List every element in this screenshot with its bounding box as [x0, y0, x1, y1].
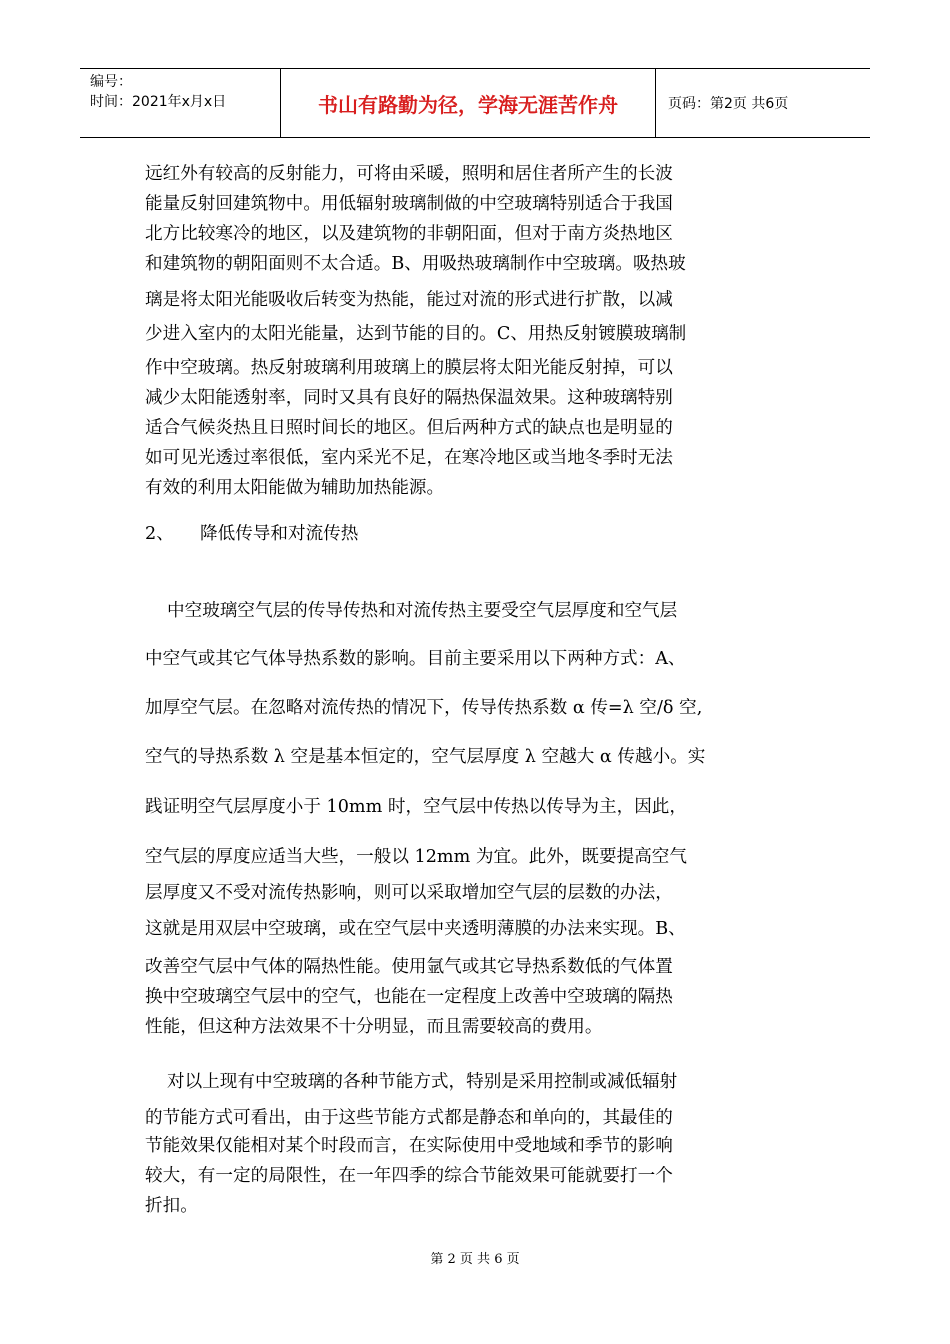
text-line: 少进入室内的太阳光能量，达到节能的目的。C、用热反射镀膜玻璃制 [145, 324, 687, 344]
text-line: 性能，但这种方法效果不十分明显，而且需要较高的费用。 [145, 1017, 603, 1037]
text-line: 有效的利用太阳能做为辅助加热能源。 [145, 478, 445, 498]
text-line: 这就是用双层中空玻璃，或在空气层中夹透明薄膜的办法来实现。B、 [145, 919, 686, 939]
text-line: 空气层的厚度应适当大些，一般以 12mm 为宜。此外，既要提高空气 [145, 847, 687, 867]
header-page-info: 页码：第2页 共6页 [668, 96, 789, 112]
text-line: 中空玻璃空气层的传导传热和对流传热主要受空气层厚度和空气层 [167, 601, 678, 621]
text-line: 作中空玻璃。热反射玻璃利用玻璃上的膜层将太阳光能反射掉，可以 [145, 358, 673, 378]
text-line: 如可见光透过率很低，室内采光不足，在寒冷地区或当地冬季时无法 [145, 448, 673, 468]
text-line: 折扣。 [145, 1196, 198, 1216]
page-footer: 第 2 页 共 6 页 [430, 1252, 520, 1267]
text-line: 加厚空气层。在忽略对流传热的情况下，传导传热系数 α 传=λ 空/δ 空, [145, 698, 703, 718]
section-number: 2、 [145, 524, 174, 544]
text-line: 层厚度又不受对流传热影响，则可以采取增加空气层的层数的办法， [145, 883, 673, 903]
header-meta [80, 69, 281, 137]
text-line: 的节能方式可看出，由于这些节能方式都是静态和单向的，其最佳的 [145, 1108, 673, 1128]
section-title: 降低传导和对流传热 [200, 524, 359, 544]
text-line: 践证明空气层厚度小于 10mm 时，空气层中传热以传导为主，因此， [145, 797, 687, 817]
time-label: 时间：2021年x月x日 [90, 94, 227, 110]
text-line: 较大，有一定的局限性，在一年四季的综合节能效果可能就要打一个 [145, 1166, 673, 1186]
text-line: 对以上现有中空玻璃的各种节能方式，特别是采用控制或减低辐射 [167, 1072, 678, 1092]
text-line: 璃是将太阳光能吸收后转变为热能，能过对流的形式进行扩散，以减 [145, 290, 673, 310]
text-line: 北方比较寒冷的地区，以及建筑物的非朝阳面，但对于南方炎热地区 [145, 224, 673, 244]
header-motto: 书山有路勤为径，学海无涯苦作舟 [281, 69, 656, 137]
text-line: 减少太阳能透射率，同时又具有良好的隔热保温效果。这种玻璃特别 [145, 388, 673, 408]
page-header [80, 68, 870, 138]
text-line: 中空气或其它气体导热系数的影响。目前主要采用以下两种方式：A、 [145, 649, 686, 669]
text-line: 节能效果仅能相对某个时段而言，在实际使用中受地域和季节的影响 [145, 1136, 673, 1156]
text-line: 能量反射回建筑物中。用低辐射玻璃制做的中空玻璃特别适合于我国 [145, 194, 673, 214]
text-line: 和建筑物的朝阳面则不太合适。B、用吸热玻璃制作中空玻璃。吸热玻 [145, 254, 686, 274]
text-line: 改善空气层中气体的隔热性能。使用氩气或其它导热系数低的气体置 [145, 957, 673, 977]
text-line: 远红外有较高的反射能力，可将由采暖，照明和居住者所产生的长波 [145, 164, 673, 184]
code-label: 编号： [90, 74, 132, 90]
text-line: 空气的导热系数 λ 空是基本恒定的，空气层厚度 λ 空越大 α 传越小。实 [145, 747, 706, 767]
text-line: 换中空玻璃空气层中的空气，也能在一定程度上改善中空玻璃的隔热 [145, 987, 673, 1007]
text-line: 适合气候炎热且日照时间长的地区。但后两种方式的缺点也是明显的 [145, 418, 673, 438]
